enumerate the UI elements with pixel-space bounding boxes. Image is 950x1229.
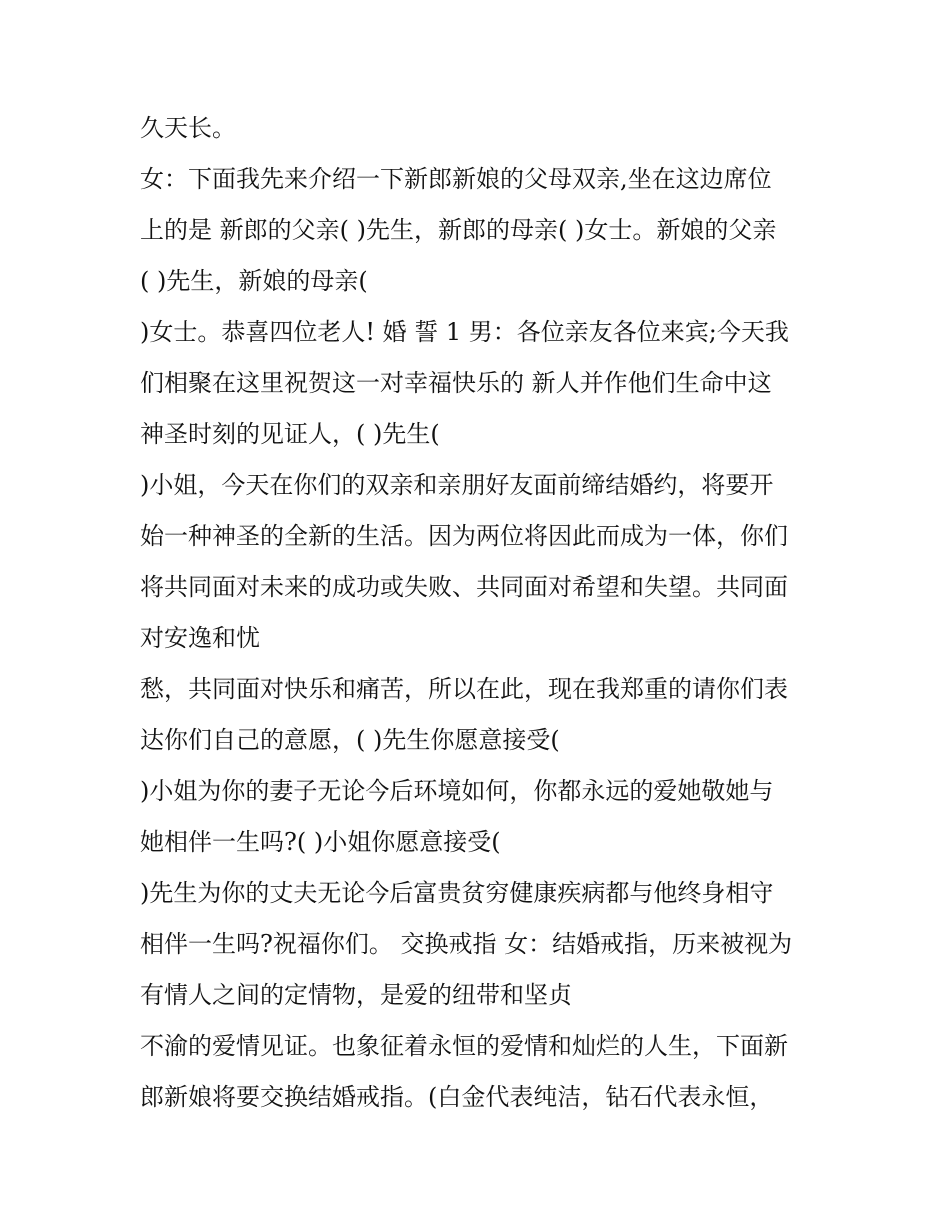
text-line: ( )先生，新娘的母亲(: [140, 267, 368, 295]
text-line: 将共同面对未来的成功或失败、共同面对希望和失望。共同面: [140, 573, 788, 601]
text-line: )小姐为你的妻子无论今后环境如何，你都永远的爱她敬她与: [140, 777, 774, 805]
text-line: 郎新娘将要交换结婚戒指。(白金代表纯洁，钻石代表永恒，: [140, 1083, 774, 1111]
text-line: 女：下面我先来介绍一下新郎新娘的父母双亲,坐在这边席位: [140, 165, 772, 193]
text-line: 上的是 新郎的父亲( )先生，新郎的母亲( )女士。新娘的父亲: [140, 216, 777, 244]
text-line: 对安逸和忧: [140, 624, 260, 652]
text-line: 愁，共同面对快乐和痛苦，所以在此，现在我郑重的请你们表: [140, 675, 788, 703]
text-line: 们相聚在这里祝贺这一对幸福快乐的 新人并作他们生命中这: [140, 369, 772, 397]
text-line: )先生为你的丈夫无论今后富贵贫穷健康疾病都与他终身相守: [140, 879, 774, 907]
text-line: 她相伴一生吗?( )小姐你愿意接受(: [140, 828, 501, 856]
text-line: )小姐，今天在你们的双亲和亲朋好友面前缔结婚约，将要开: [140, 471, 774, 499]
text-line: 不渝的爱情见证。也象征着永恒的爱情和灿烂的人生，下面新: [140, 1032, 788, 1060]
text-line: )女士。恭喜四位老人! 婚 誓 1 男：各位亲友各位来宾;今天我: [140, 318, 789, 346]
text-line: 达你们自己的意愿，( )先生你愿意接受(: [140, 726, 560, 754]
text-line: 神圣时刻的见证人，( )先生(: [140, 420, 440, 448]
text-line: 相伴一生吗?祝福你们。 交换戒指 女：结婚戒指，历来被视为: [140, 930, 793, 958]
text-line: 始一种神圣的全新的生活。因为两位将因此而成为一体，你们: [140, 522, 788, 550]
document-body: [140, 103, 830, 1123]
text-line: 有情人之间的定情物，是爱的纽带和坚贞: [140, 981, 572, 1009]
text-line: 久天长。: [140, 114, 236, 142]
